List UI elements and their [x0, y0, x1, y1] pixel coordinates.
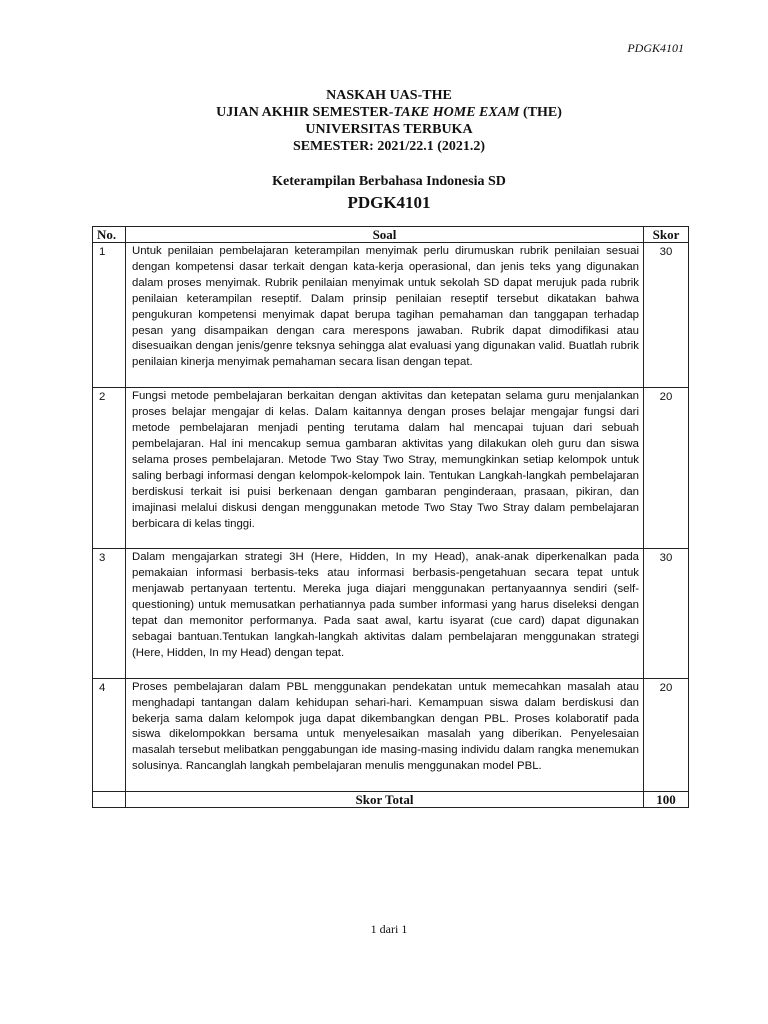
row-skor: 30	[644, 549, 689, 678]
table-row	[93, 388, 689, 549]
title-line-2	[0, 104, 768, 121]
title-line-4: SEMESTER: 2021/22.1 (2021.2)	[292, 139, 486, 154]
title-line-2-italic: TAKE HOME EXAM	[393, 105, 520, 120]
total-row	[93, 792, 689, 808]
title-line-2-prefix: UJIAN AKHIR SEMESTER-	[216, 105, 394, 120]
row-soal: Proses pembelajaran dalam PBL menggunakan pendekatan untuk memecahkan masalah atau menghadapi tantangan dalam kehidupan sehari-hari. Kemampuan siswa dalam berdiskusi dan bekerja sama dalam kelompok juga dapat dikembangkan dengan PBL. Proses kolaboratif pada siswa dikelompokkan bersama untuk menyelesaikan masalah yang diberikan. Penyelesaian masalah tersebut melibatkan penggabungan ide masing-masing individu dalam rangka menemukan solusinya. Rancanglah langkah pembelajaran menulis menggunakan model PBL.	[126, 678, 644, 791]
table-row	[93, 678, 689, 791]
page-number: 1 dari 1	[370, 922, 408, 936]
total-label: Skor Total	[126, 792, 644, 808]
table-row	[93, 549, 689, 678]
subject-block	[0, 173, 768, 214]
title-line-3: UNIVERSITAS TERBUKA	[305, 122, 473, 137]
row-no: 2	[93, 388, 126, 549]
row-skor: 20	[644, 678, 689, 791]
title-line-2-suffix: (THE)	[519, 105, 562, 120]
header-skor: Skor	[644, 227, 689, 243]
question-table	[92, 226, 689, 808]
row-soal: Dalam mengajarkan strategi 3H (Here, Hidden, In my Head), anak-anak diperkenalkan pada pemakaian informasi berbasis-teks atau informasi berbasis-pengetahuan secara tepat untuk menjawab pertanyaan tertentu. Mereka juga diajari menggunakan pertanyaannya sendiri (self-questioning) untuk memusatkan perhatiannya pada sumber informasi yang harus diseleksi dengan tepat dan memonitor performanya. Pada saat awal, kartu isyarat (cue card) dapat digunakan sebagai bantuan.Tentukan langkah-langkah aktivitas dalam pembelajaran menggunakan strategi (Here, Hidden, In my Head) dengan tepat.	[126, 549, 644, 678]
table-row	[93, 243, 689, 388]
row-soal: Untuk penilaian pembelajaran keterampilan menyimak perlu dirumuskan rubrik penilaian sesuai dengan kompetensi dasar terkait dengan kata-kerja operasional, dan jenis teks yang digunakan dalam proses menyimak. Rubrik penilaian menyimak untuk sekolah SD dapat merujuk pada rubrik penilaian keterampilan reseptif. Dalam prinsip penilaian reseptif tersebut dikatakan bahwa pengukuran kompetensi menyimak dapat berupa tagihan pemahaman dan tanggapan terhadap pesan yang disampaikan dengan cara merespons jawaban. Rubrik dapat dimodifikasi atau disesuaikan dengan jenis/genre teksnya sehingga alat evaluasi yang digunakan valid. Buatlah rubrik penilaian kinerja menyimak pemahaman secara lisan dengan tepat.	[126, 243, 644, 388]
table-header-row	[93, 227, 689, 243]
header-no: No.	[93, 227, 126, 243]
row-soal: Fungsi metode pembelajaran berkaitan dengan aktivitas dan ketepatan selama guru menjalankan proses belajar mengajar di kelas. Dalam kaitannya dengan proses belajar mengajar fungsi dari metode pembelajaran menjadi penting terutama dalam hal mencapai tujuan dari sebuah pembelajaran. Hal ini mencakup semua gambaran aktivitas yang dilakukan oleh guru dan siswa selama proses pembelajaran. Metode Two Stay Two Stray, memungkinkan setiap kelompok untuk saling berbagi informasi dengan kelompok-kelompok lain. Tentukan Langkah-langkah pembelajaran berdiskusi terkait isi puisi berkenaan dengan gambaran penginderaan, prasaan, pikiran, dan imajinasi melalui diskusi dengan menggunakan metode Two Stay Two Stray dalam pembelajaran berbicara di kelas tinggi.	[126, 388, 644, 549]
total-blank-cell	[93, 792, 126, 808]
exam-title	[0, 87, 768, 155]
title-line-1: NASKAH UAS-THE	[326, 88, 452, 103]
row-no: 4	[93, 678, 126, 791]
row-no: 1	[93, 243, 126, 388]
subject-name: Keterampilan Berbahasa Indonesia SD	[272, 174, 506, 189]
total-value: 100	[644, 792, 689, 808]
header-soal: Soal	[126, 227, 644, 243]
row-no: 3	[93, 549, 126, 678]
row-skor: 20	[644, 388, 689, 549]
subject-code: PDGK4101	[347, 193, 431, 212]
row-skor: 30	[644, 243, 689, 388]
document-code: PDGK4101	[627, 41, 684, 55]
